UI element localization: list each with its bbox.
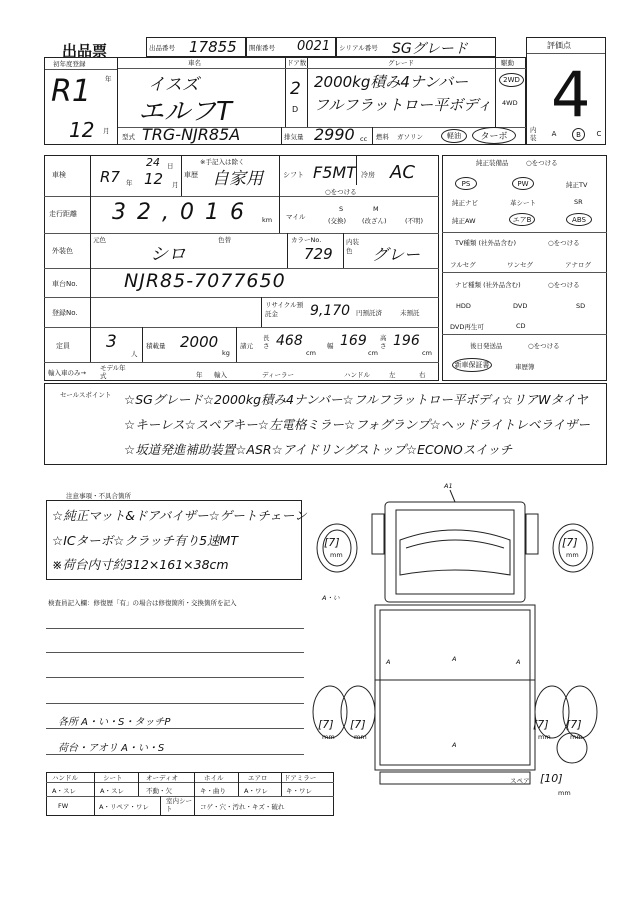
load-unit: kg — [222, 349, 230, 357]
record-book[interactable]: 車歴簿 — [515, 363, 535, 371]
car-name-label: 車名 — [188, 59, 201, 67]
fuel-gasoline[interactable]: ガソリン — [397, 133, 423, 141]
mileage-label: 走行距離 — [49, 210, 77, 218]
navi-type-label: ナビ種類 (社外品含む) — [455, 281, 521, 289]
first-reg-year-label: 年 — [105, 75, 112, 83]
equip-aw[interactable]: 純正AW — [452, 217, 476, 225]
grade-label: グレード — [388, 59, 414, 67]
length-label: 長さ — [263, 334, 270, 350]
diagram-a-w: A・い — [322, 594, 340, 602]
form-title: 出品票 — [62, 42, 108, 60]
inspection-year-label: 年 — [126, 179, 133, 187]
tv-type-note: ○をつける — [548, 239, 580, 247]
mileage-m-sub: (改ざん) — [362, 217, 387, 225]
spare-tread: [10] — [540, 772, 563, 785]
capacity-unit: 人 — [131, 350, 138, 358]
diagram-a-right: A — [516, 658, 521, 666]
tread-front-left: [7] — [324, 536, 340, 549]
legend-seat-value: A・スレ — [100, 787, 124, 795]
grade-line1: 2000kg積み4ナンバー — [314, 73, 469, 91]
legend-interior-value: コゲ・穴・汚れ・キズ・破れ — [200, 803, 285, 811]
drive-4wd-option[interactable]: 4WD — [502, 99, 518, 107]
entry-number-box — [146, 37, 246, 57]
interior-a[interactable]: A — [551, 130, 557, 138]
car-name-cell — [118, 57, 286, 127]
fuel-diesel-option[interactable]: 軽油 — [441, 129, 467, 143]
width-value: 169 — [340, 333, 367, 349]
navi-cd[interactable]: CD — [516, 322, 526, 330]
tread-unit-fl: mm — [330, 551, 343, 559]
size-label: 諸元 — [240, 342, 253, 350]
fuel-label: 燃料 — [376, 133, 389, 141]
navi-hdd[interactable]: HDD — [456, 302, 471, 310]
legend-wheel-value: キ・曲り — [200, 787, 226, 795]
legend-handle: ハンドル — [52, 774, 78, 782]
equip-abs-option[interactable]: ABS — [566, 213, 592, 226]
legend-mirror: ドアミラー — [284, 774, 317, 782]
interior-color-label: 内装色 — [346, 238, 359, 255]
load-label: 積載量 — [146, 342, 166, 350]
legend-fw: FW — [58, 802, 69, 810]
interior-label: 内装 — [530, 126, 537, 142]
equip-sr[interactable]: SR — [574, 198, 583, 206]
entry-number: 17855 — [189, 38, 237, 56]
recycle-not-deposited[interactable]: 未預託 — [400, 309, 420, 317]
doors-cell — [286, 57, 308, 127]
model-year-label: モデル年式 — [100, 364, 126, 380]
first-reg-era: R1 — [51, 74, 91, 109]
entry-number-label: 出品番号 — [149, 44, 175, 52]
model-value: TRG-NJR85A — [142, 125, 241, 144]
ac-value: AC — [390, 162, 415, 183]
ac-label: 冷房 — [361, 171, 375, 179]
mileage-value: 3 2 , 0 1 6 — [112, 200, 246, 225]
handle-label: ハンドル — [344, 371, 370, 379]
doors-label: ドア数 — [287, 59, 307, 67]
sales-line-2: ☆キーレス☆スペアキー☆左電格ミラー☆フォグランプ☆ヘッドライトレベライザー — [124, 417, 591, 432]
rear-ship-label: 後日発送品 — [470, 342, 503, 350]
equip-ps-option[interactable]: PS — [455, 177, 477, 190]
interior-c[interactable]: C — [596, 130, 602, 138]
chassis-label: 車台No. — [52, 280, 78, 288]
mileage-m-option[interactable]: M — [373, 205, 379, 213]
width-unit: cm — [368, 349, 378, 357]
tread-unit-spare: mm — [558, 789, 571, 797]
first-reg-month-label: 月 — [103, 127, 110, 135]
use-label: 車歴 — [184, 171, 198, 179]
height-value: 196 — [393, 333, 420, 349]
displacement-value: 2990 — [314, 125, 355, 144]
mileage-note: ※手記入は除く — [200, 158, 245, 166]
dealer-option[interactable]: ディーラー — [262, 371, 294, 379]
sales-line-3: ☆坂道発進補助装置☆ASR☆アイドリングストップ☆ECONOスイッチ — [124, 442, 513, 457]
tread-rear-right-outer: [7] — [566, 718, 582, 731]
recycle-value: 9,170 — [310, 303, 351, 319]
truck-diagram — [310, 480, 610, 810]
inspection-label: 車検 — [52, 171, 66, 179]
color-code: 729 — [304, 245, 333, 263]
interior-b-option[interactable]: B — [572, 128, 585, 141]
capacity-label: 定員 — [56, 342, 70, 350]
legend-wheel: ホイル — [204, 774, 224, 782]
session-number-label: 開催番号 — [249, 44, 275, 52]
car-name-line1: イスズ — [148, 75, 199, 95]
tread-unit-rr2: mm — [570, 733, 583, 741]
legend-mirror-value: キ・ワレ — [286, 787, 312, 795]
inspection-era: R7 — [100, 168, 120, 186]
legend-handle-value: A・スレ — [52, 787, 76, 795]
inspection-day-label: 日 — [167, 162, 174, 170]
drive-2wd-option[interactable]: 2WD — [499, 73, 524, 87]
equip-leather[interactable]: 革シート — [510, 199, 536, 207]
diagram-a1: A1 — [444, 482, 453, 490]
diagram-a-mid: A — [452, 655, 457, 663]
fuel-turbo-option[interactable]: ターボ — [472, 127, 516, 144]
height-label: 高さ — [380, 334, 387, 350]
equipment-note: ○をつける — [526, 159, 558, 167]
tread-rear-left-inner: [7] — [350, 718, 366, 731]
displacement-label: 排気量 — [284, 133, 304, 141]
diagram-a-rear: A — [452, 741, 457, 749]
drive-label: 駆動 — [501, 59, 514, 67]
serial-label: シリアル番号 — [339, 44, 378, 52]
score-value: 4 — [551, 58, 591, 131]
notes-line-1: ☆純正マット&ドアバイザー☆ゲートチェーン — [52, 508, 307, 523]
color-value: シロ — [150, 244, 186, 265]
chassis-value: NJR85-7077650 — [124, 270, 286, 292]
model-year-unit: 年 — [196, 371, 203, 379]
mileage-unit: km — [262, 216, 273, 224]
length-unit: cm — [306, 349, 316, 357]
serial-box — [336, 37, 496, 57]
tread-unit-rl2: mm — [354, 733, 367, 741]
navi-dvd[interactable]: DVD — [513, 302, 528, 310]
first-reg-label: 初年度登録 — [53, 60, 86, 68]
legend-audio-value: 不動・欠 — [146, 787, 172, 795]
warranty-booklet-option[interactable]: 新車保証書 — [452, 358, 492, 372]
serial-value: SGグレード — [392, 41, 468, 57]
mile-option[interactable]: マイル — [286, 213, 306, 221]
first-reg-month: 12 — [69, 118, 95, 142]
mileage-unknown-sub: (不明) — [405, 217, 424, 225]
doors-value: 2 — [290, 79, 301, 99]
inspector-line-2: 荷台・アオリ A・い・S — [58, 743, 165, 754]
attach-note: ○をつける — [325, 188, 357, 196]
registration-cell — [44, 57, 118, 145]
car-name-line2: エルフT — [138, 97, 232, 127]
shift-value: F5MT — [313, 163, 356, 182]
tread-rear-right-inner: [7] — [533, 718, 549, 731]
diagram-a-left: A — [386, 658, 391, 666]
color-label: 外装色 — [52, 247, 73, 255]
inspector-line-1: 各所 A・い・S・タッチP — [58, 717, 171, 728]
drive-cell — [496, 57, 526, 127]
notes-line-3: ※荷台内寸約312×161×38cm — [52, 557, 229, 572]
sales-line-1: ☆SGグレード☆2000kg積み4ナンバー☆フルフラットロー平ボディ☆リアWタイヤ — [124, 392, 588, 407]
tread-front-right: [7] — [562, 536, 578, 549]
session-number-box — [246, 37, 336, 57]
inspection-month-label: 月 — [172, 181, 179, 189]
import-label: 輸入車のみ→ — [48, 369, 86, 377]
legend-aero: エアロ — [248, 774, 268, 782]
load-value: 2000 — [180, 333, 219, 351]
navi-sd[interactable]: SD — [576, 302, 586, 310]
notes-label: 注意事項・不具合箇所 — [66, 492, 131, 500]
rear-ship-note: ○をつける — [528, 342, 560, 350]
mileage-s-sub: (交換) — [328, 217, 347, 225]
width-label: 幅 — [327, 342, 334, 350]
spare-label: スペア — [510, 777, 530, 785]
equipment-title: 純正装備品 — [476, 159, 509, 167]
equip-tv[interactable]: 純正TV — [566, 181, 588, 189]
registration-label: 登録No. — [52, 309, 78, 317]
interior-color: グレー — [372, 245, 421, 264]
legend-seat: シート — [103, 774, 123, 782]
inspection-day: 24 — [146, 156, 160, 169]
handle-left[interactable]: 左 — [389, 371, 396, 379]
equip-navi[interactable]: 純正ナビ — [452, 199, 478, 207]
model-label: 型式 — [122, 133, 135, 141]
tread-unit-rl1: mm — [322, 733, 335, 741]
score-label: 評価点 — [547, 41, 571, 50]
use-value: 自家用 — [212, 169, 263, 189]
color-original-label: 元色 — [93, 236, 106, 244]
tread-unit-rr1: mm — [538, 733, 551, 741]
import-type-label: 輸入 — [214, 371, 227, 379]
tv-fullseg[interactable]: フルセグ — [450, 261, 476, 269]
shift-label: シフト — [283, 171, 304, 179]
equip-airbag-option[interactable]: エアB — [509, 213, 535, 226]
tv-type-label: TV種類 (社外品含む) — [455, 239, 517, 247]
navi-type-note: ○をつける — [548, 281, 580, 289]
displacement-unit: cc — [360, 135, 368, 143]
inspection-month: 12 — [144, 170, 164, 188]
legend-audio: オーディオ — [146, 774, 178, 782]
height-unit: cm — [422, 349, 432, 357]
session-number: 0021 — [297, 39, 331, 54]
tv-analog[interactable]: アナログ — [565, 261, 591, 269]
tread-unit-fr: mm — [566, 551, 579, 559]
sales-points-label: セールスポイント — [60, 391, 112, 399]
legend-interior-sheet: 室内シート — [166, 797, 192, 813]
grade-cell — [308, 57, 496, 127]
tv-oneseg[interactable]: ワンセグ — [507, 261, 533, 269]
color-change-label: 色替 — [218, 236, 231, 244]
grade-line2: フルフラットロー平ボディ — [314, 96, 492, 114]
recycle-unit: 円預託済 — [356, 309, 382, 317]
notes-line-2: ☆ICターボ☆クラッチ有り5速MT — [52, 533, 238, 548]
length-value: 468 — [276, 333, 303, 349]
mileage-s-option[interactable]: S — [339, 205, 344, 213]
legend-aero-value: A・ワレ — [244, 787, 268, 795]
legend-fw-value: A・リペア・ワレ — [99, 803, 149, 811]
inspector-label: 検査員記入欄：修復歴「有」の場合は修復箇所・交換箇所を記入 — [48, 599, 237, 607]
capacity-value: 3 — [106, 332, 117, 352]
recycle-label: リサイクル預託金 — [265, 301, 304, 318]
tread-rear-left-outer: [7] — [318, 718, 334, 731]
navi-dvd-play[interactable]: DVD再生可 — [450, 323, 484, 331]
doors-unit: D — [292, 105, 299, 114]
color-code-label: カラーNo. — [291, 236, 322, 244]
equip-pw-option[interactable]: PW — [512, 177, 534, 190]
handle-right[interactable]: 右 — [419, 371, 426, 379]
